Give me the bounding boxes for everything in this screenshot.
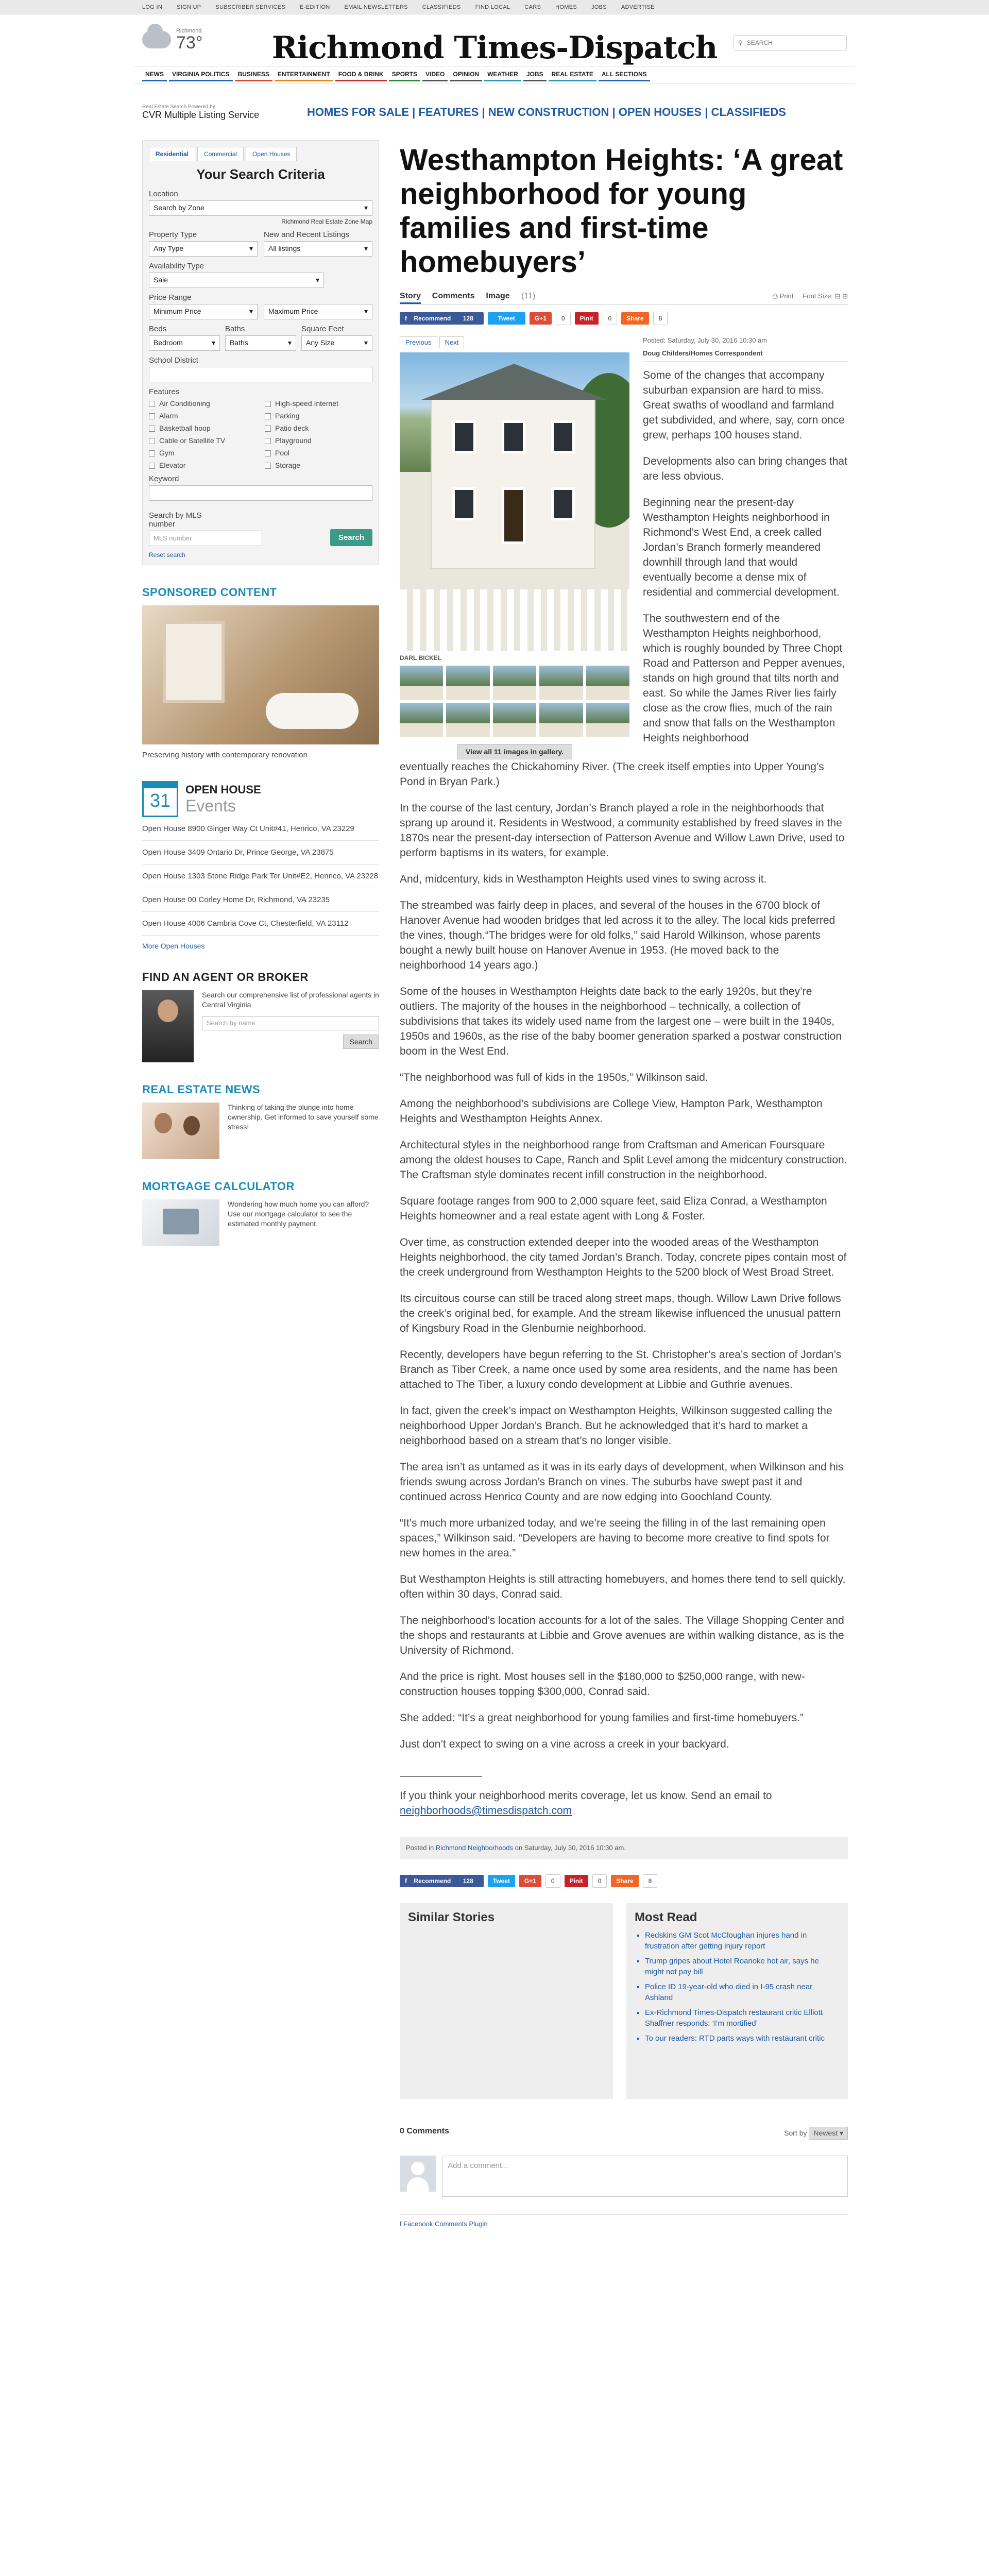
search-tab[interactable]: Residential [149,147,195,161]
nav-item[interactable]: FOOD & DRINK [335,69,387,81]
availability-label: Availability Type [149,262,204,270]
agent-search-input[interactable]: Search by name [202,1016,379,1030]
feature-checkbox[interactable] [149,461,257,469]
checkbox-icon[interactable] [265,450,271,456]
open-house-item[interactable]: Open House 00 Corley Home Dr, Richmond, VA 23235 [142,888,379,912]
utility-bar [0,0,989,14]
posted-in [400,1837,848,1859]
topbar-link[interactable]: E-EDITION [300,4,330,10]
min-price-value: Minimum Price [154,307,201,315]
topbar-link[interactable]: FIND LOCAL [475,4,510,10]
article-paragraph: Architectural styles in the neighborhood range from Craftsman and American Foursquare among the oldest houses to Cape, Ranch and Split Level among the midcentury construction. The Craftsman style dominates recent infill construction in the neighborhood. [400,1139,847,1181]
byline[interactable]: Doug Childers/Homes Correspondent [643,349,848,362]
divider [400,1776,482,1777]
sqft-value: Any Size [306,338,335,347]
open-house-list [142,817,379,936]
feature-checkbox[interactable] [149,449,257,457]
nav-item[interactable]: WEATHER [484,69,521,81]
agent-search-button[interactable]: Search [343,1035,379,1049]
recommend-count: 128 [463,315,473,322]
facebook-recommend-button[interactable]: f Recommend 128 [400,1875,484,1887]
open-house-item[interactable]: Open House 1303 Stone Ridge Park Ter Unit#E2, Henrico, VA 23228 [142,865,379,888]
availability-value: Sale [154,276,168,284]
chevron-down-icon: ▾ [839,2129,843,2137]
gallery-previous-button[interactable]: Previous [400,336,437,348]
feature-checkbox[interactable] [265,424,372,432]
facebook-icon: f [400,2220,402,2228]
share-count: 8 [653,312,668,325]
open-house-sub: Events [185,796,236,815]
mortgage-calculator-label: MORTGAGE CALCULATOR [142,1180,295,1193]
feature-checkbox[interactable] [149,399,257,408]
chevron-down-icon: ▾ [364,204,368,212]
location-select[interactable] [149,200,372,216]
share-bar [400,312,848,325]
baths-value: Baths [230,338,248,347]
beds-select[interactable] [149,335,220,351]
gallery-thumbnail[interactable] [586,703,629,737]
nav-item[interactable]: VIRGINIA POLITICS [169,69,233,81]
agent-text: Search our comprehensive list of professional agents in Central Virginia [202,991,379,1009]
search-placeholder: SEARCH [746,39,773,46]
pinterest-button[interactable]: Pinit [575,312,599,325]
article-paragraph: In fact, given the creek’s impact on Westhampton Heights, Wilkinson suggested calling the neighborhood Upper Jordan’s Branch. But he acknowledged that it’s hard to market a neighborhood based on a stream that’s no longer visible. [400,1405,832,1447]
property-type-label: Property Type [149,230,197,239]
avatar [400,2156,436,2192]
agent-photo [142,990,194,1062]
mls-input[interactable]: MLS number [149,531,262,546]
view-all-gallery-button[interactable]: View all 11 images in gallery. [457,744,572,759]
mortgage-calculator-image[interactable] [142,1199,219,1246]
location-value: Search by Zone [154,204,204,212]
facebook-recommend-button[interactable]: f Recommend 128 [400,312,484,325]
gallery-thumbnail[interactable] [400,666,443,700]
open-house-item[interactable]: Open House 3409 Ontario Dr, Prince George, VA 23875 [142,841,379,865]
tweet-label: Tweet [498,315,515,322]
features-label: Features [149,387,180,396]
features-list [149,399,372,469]
nav-item[interactable]: VIDEO [422,69,448,81]
main-photo[interactable] [400,352,629,651]
nav-item[interactable]: JOBS [523,69,547,81]
checkbox-icon[interactable] [149,438,155,444]
keyword-label: Keyword [149,474,179,483]
posted-in-prefix: Posted in [406,1844,434,1852]
search-tab[interactable]: Open Houses [246,147,297,161]
feature-label: Gym [159,449,175,457]
article-paragraph: Beginning near the present-day Westhampton Heights neighborhood in Richmond’s West End, a creek called Jordan’s Branch formerly meandered downhill through land that would eventually become a dense mix of residential and commercial development. [643,497,840,598]
posted-in-category-link[interactable]: Richmond Neighborhoods [435,1844,514,1852]
contact-paragraph [400,1788,848,1818]
gallery-thumbnail[interactable] [446,666,489,700]
open-house-header [142,781,379,817]
gallery-thumbnails [400,666,629,737]
chevron-down-icon: ▾ [249,307,253,315]
share-button[interactable]: Share [621,312,649,325]
beds-label: Beds [149,325,167,333]
article-paragraph: But Westhampton Heights is still attracting homebuyers, and homes there tend to sell quickly, often within 30 days, Conrad said. [400,1573,846,1600]
google-plus-count: 0 [545,1874,560,1888]
topbar-link[interactable]: CARS [524,4,541,10]
nav-item[interactable]: NEWS [142,69,167,81]
article-paragraph: Recently, developers have begun referring to the St. Christopher’s area’s section of Jordan’s Branch as Tiber Creek, a name once used by some area residents, and the name has been attached to The Tiber, a luxury condo development at Libbie and Guthrie avenues. [400,1349,842,1391]
checkbox-icon[interactable] [149,450,155,456]
article-paragraph: The area isn’t as untamed as it was in its early days of development, when Wilkinson and his friends swung across Jordan’s Branch on vines. The suburbs have swept past it and continued across Henrico County and are now edging into Goochland County. [400,1461,844,1503]
sponsor-small: Real Estate Search Powered by [142,104,215,110]
gallery-thumbnail[interactable] [586,666,629,700]
most-read-item[interactable]: ▪ Police ID 19-year-old who died in I-95 crash near Ashland [645,1981,840,2003]
price-range-label: Price Range [149,293,192,302]
article-body [400,759,848,1752]
minus-icon[interactable]: ⊟ [834,292,841,300]
article-paragraph: Square footage ranges from 900 to 2,000 square feet, said Eliza Conrad, a Westhampton Heights homeowner and a real estate agent with Long & Foster. [400,1195,827,1222]
checkbox-icon[interactable] [265,438,271,444]
topbar-link[interactable]: EMAIL NEWSLETTERS [344,4,408,10]
plus-icon[interactable]: ⊞ [842,292,848,300]
gallery-next-button[interactable]: Next [439,336,465,348]
feature-checkbox[interactable] [149,412,257,420]
new-recent-label: New and Recent Listings [264,230,349,239]
gallery-thumbnail[interactable] [539,666,583,700]
facebook-comments-plugin-link[interactable] [400,2214,848,2228]
topbar-link[interactable]: HOMES [555,4,577,10]
weather-city: Richmond [176,28,202,34]
font-size-label: Font Size: [803,292,833,300]
google-plus-button[interactable]: G+1 [519,1875,541,1887]
checkbox-icon[interactable] [149,463,155,469]
article-paragraph: And, midcentury, kids in Westhampton Heights used vines to swing across it. [400,873,767,885]
article-paragraph: Its circuitous course can still be traced along street maps, though. Willow Lawn Drive follows the creek’s original bed, for example. And the stream likewise influenced the unusual pattern of Kingsbury Road in the Glenburnie neighborhood. [400,1293,841,1334]
more-open-houses-link[interactable]: More Open Houses [142,942,205,950]
feature-checkbox[interactable] [265,399,372,408]
feature-label: Storage [275,461,301,469]
reset-search-link[interactable]: Reset search [149,551,185,558]
open-house-title: OPEN HOUSE [185,783,261,796]
real-estate-links[interactable]: HOMES FOR SALE | FEATURES | NEW CONSTRUCTION | OPEN HOUSES | CLASSIFIEDS [307,106,786,118]
real-estate-adbar [142,97,848,128]
chevron-down-icon: ▾ [249,244,253,252]
new-recent-select[interactable] [264,241,372,257]
topbar-link[interactable]: ADVERTISE [621,4,655,10]
article-tools [400,292,848,304]
feature-label: Parking [275,412,300,420]
keyword-input[interactable] [149,485,372,501]
nav-item[interactable]: ALL SECTIONS [599,69,650,81]
masthead [134,14,855,66]
google-plus-button[interactable]: G+1 [530,312,552,325]
chevron-down-icon: ▾ [287,338,292,347]
photo-gallery [400,336,629,759]
article-paragraph: The streambed was fairly deep in places, and several of the houses in the 6700 block of Hanover Avenue had wooden bridges that led across it to the alley. The local kids preferred the vines, though.“The bridges were for old folks,” said Harold Wilkinson, whose parents bought a newly built house on Hanover Avenue in 1953. (He moved back to the neighborhood 14 years ago.) [400,900,835,971]
real-estate-news-label: REAL ESTATE NEWS [142,1083,261,1096]
chevron-down-icon: ▾ [364,338,368,347]
article-paragraph: Over time, as construction extended deeper into the wooded areas of the Westhampton Heights neighborhood, the city tamed Jordan’s Branch. Today, concrete pipes contain most of the creek underground from Westhampton Heights to the 5200 block of West Broad Street. [400,1236,847,1278]
recommend-label: Recommend [414,315,451,322]
feature-label: High-speed Internet [275,399,338,408]
feature-checkbox[interactable] [265,412,372,420]
gallery-thumbnail[interactable] [539,703,583,737]
feature-label: Pool [275,449,290,457]
most-read-title: Most Read [635,1910,697,1924]
contact-text: If you think your neighborhood merits coverage, let us know. Send an email to [400,1790,772,1802]
image-count: (11) [521,292,536,300]
similar-stories: Similar Stories [400,1903,613,2099]
property-search-form [142,140,379,565]
nav-item[interactable]: SPORTS [389,69,420,81]
sort-select[interactable] [809,2127,848,2140]
feature-label: Alarm [159,412,178,420]
print-label: Print [779,292,794,300]
chevron-down-icon: ▾ [211,338,215,347]
posted-in-suffix: on Saturday, July 30, 2016 10:30 am. [515,1844,626,1852]
main-nav [134,66,855,83]
real-estate-news-text[interactable]: Thinking of taking the plunge into home ownership. Get informed to save yourself some stress! [228,1103,379,1131]
feature-label: Elevator [159,461,186,469]
gallery-thumbnail[interactable] [493,666,536,700]
most-read-item[interactable]: ▪ To our readers: RTD parts ways with restaurant critic [645,2033,840,2044]
beds-value: Bedroom [154,338,183,347]
nav-item[interactable]: ENTERTAINMENT [275,69,333,81]
nav-item[interactable]: OPINION [450,69,482,81]
tab-image[interactable] [486,292,535,300]
article-paragraph: In the course of the last century, Jordan’s Branch played a role in the neighborhoods that sprang up around it. Residents in Westwood, a community established by freed slaves in the 1870s near the present-day intersection of Patterson Avenue and Willow Lawn Drive, used to perform baptisms in its waters, for example. [400,802,845,859]
feature-label: Patio deck [275,424,309,432]
search-tab[interactable]: Commercial [197,147,244,161]
search-icon: ⚲ [738,39,743,46]
comment-count: 0 Comments [400,2127,450,2136]
posted-date: Posted: Saturday, July 30, 2016 10:30 am [643,336,768,344]
share-count: 8 [643,1874,658,1888]
baths-select[interactable] [225,335,296,351]
article-paragraph: “It’s much more urbanized today, and we’re seeing the filling in of the last remaining open spaces,” Wilkinson said. “Developers are having to become more creative to find spots for new homes in the area.” [400,1517,830,1559]
max-price-value: Maximum Price [268,307,318,315]
article-paragraph: The southwestern end of the Westhampton Heights neighborhood, which is roughly bounded by Three Chopt Road and Patterson and Pepper avenues, stands on high ground that tilts north and east. So while the James River lies fairly close as the crow flies, much of the rain and snow that falls on the Westhampton Heights neighborhood [643,613,845,744]
comment-input[interactable]: Add a comment... [442,2156,848,2197]
tab-image-label: Image [486,292,510,300]
location-label: Location [149,190,178,198]
sqft-label: Square Feet [301,325,344,333]
feature-checkbox[interactable] [149,436,257,445]
checkbox-icon[interactable] [149,413,155,419]
new-recent-value: All listings [268,244,301,252]
feature-checkbox[interactable] [149,424,257,432]
min-price-select[interactable] [149,304,258,319]
site-logo[interactable]: Richmond Times-Dispatch [271,30,718,66]
print-button[interactable] [773,292,794,300]
sort-value: Newest [813,2129,838,2137]
calendar-icon: 31 [142,781,178,817]
share-bar-bottom [400,1874,848,1888]
mls-sponsor[interactable] [142,104,297,121]
baths-label: Baths [225,325,245,333]
open-house-item[interactable]: Open House 4006 Cambria Cove Ct, Chesterfield, VA 23112 [142,912,379,936]
find-agent-label: FIND AN AGENT OR BROKER [142,971,309,984]
zone-map-link[interactable]: Richmond Real Estate Zone Map [281,218,372,225]
feature-label: Air Conditioning [159,399,210,408]
recommend-label: Recommend [414,1877,451,1885]
article-paragraph: Developments also can bring changes that are less obvious. [643,455,847,482]
share-button[interactable]: Share [611,1875,638,1887]
weather-temp: 73° [176,33,203,53]
feature-label: Basketball hoop [159,424,211,432]
checkbox-icon[interactable] [265,426,271,432]
article-paragraph: eventually reaches the Chickahominy River. (The creek itself empties into Upper Young’s Pond in Bryan Park.) [400,761,824,788]
article-paragraph: And the price is right. Most houses sell in the $180,000 to $250,000 range, with new-construction houses topping $300,000, Conrad said. [400,1671,805,1698]
checkbox-icon[interactable] [265,401,271,407]
mortgage-calculator-text[interactable]: Wondering how much home you can afford? Use our mortgage calculator to see the estimated monthly payment. [228,1200,369,1228]
pinterest-count: 0 [592,1874,607,1888]
most-read-item[interactable]: ▪ Redskins GM Scot McCloughan injures hand in frustration after getting injury report [645,1930,840,1952]
sponsor-name: CVR Multiple Listing Service [142,110,260,120]
sponsored-content-label: SPONSORED CONTENT [142,586,277,599]
comments-header [400,2127,848,2144]
checkbox-icon[interactable] [265,463,271,469]
photo-credit: DARL BICKEL [400,654,442,662]
tab-story[interactable]: Story [400,292,421,304]
property-type-select[interactable] [149,241,258,257]
feature-checkbox[interactable] [265,461,372,469]
search-button[interactable]: Search [330,529,372,546]
search-tabs [149,147,372,161]
chevron-down-icon: ▾ [315,276,319,284]
school-district-label: School District [149,356,198,365]
topbar-link[interactable]: SIGN UP [177,4,201,10]
checkbox-icon[interactable] [149,426,155,432]
checkbox-icon[interactable] [265,413,271,419]
tweet-button[interactable] [488,312,525,325]
article-headline: Westhampton Heights: ‘A great neighborhood for young families and first-time homebuyers’ [400,143,843,279]
feature-checkbox[interactable] [265,449,372,457]
property-type-value: Any Type [154,244,184,252]
feature-label: Cable or Satellite TV [159,436,226,445]
most-read-item[interactable]: ▪ Trump gripes about Hotel Roanoke hot air, says he might not pay bill [645,1956,840,1977]
feature-checkbox[interactable] [265,436,372,445]
school-district-input[interactable] [149,367,372,382]
topbar-link[interactable]: CLASSIFIEDS [422,4,461,10]
topbar-link[interactable]: SUBSCRIBER SERVICES [215,4,286,10]
pinterest-button[interactable]: Pinit [565,1875,588,1887]
mls-label: Search by MLS number [149,511,202,529]
tweet-button[interactable]: Tweet [488,1875,515,1887]
article-paragraph: “The neighborhood was full of kids in the 1950s,” Wilkinson said. [400,1072,708,1083]
gallery-thumbnail[interactable] [446,703,489,737]
nav-item[interactable]: REAL ESTATE [549,69,596,81]
sponsored-image[interactable] [142,605,379,744]
site-search[interactable] [734,35,847,50]
article-paragraph: The neighborhood’s location accounts for a lot of the sales. The Village Shopping Center and the shops and restaurants at Libbie and Grove avenues are within walking distance, as is the University of Richmond. [400,1615,844,1656]
sqft-select[interactable] [301,335,372,351]
chevron-down-icon: ▾ [364,307,368,315]
facebook-comments-plugin-label: Facebook Comments Plugin [403,2220,488,2228]
tab-comments[interactable]: Comments [432,292,475,300]
article-paragraph: Some of the changes that accompany suburban expansion are hard to miss. Great swaths of woodland and farmland get subdivided, and where, say, corn once grew, perhaps 100 houses stand. [643,369,845,441]
chevron-down-icon: ▾ [364,244,368,252]
google-plus-count: 0 [556,312,571,325]
real-estate-news-image[interactable] [142,1103,219,1159]
find-agent-widget [142,990,379,1062]
open-house-item[interactable]: Open House 8900 Ginger Way Ct Unit#41, Henrico, VA 23229 [142,817,379,841]
print-icon: ⎙ [772,292,778,300]
article-paragraph: Some of the houses in Westhampton Heights date back to the early 1920s, but they’re outliers. The majority of the houses in the neighborhood – technically, a collection of subdivisions that takes its widely used name from the largest one – were built in the 1940s, 1950s and 1960s, as the rise of the baby boomer generation sparked a postwar construction boom in the West End. [400,986,842,1057]
sponsored-caption[interactable]: Preserving history with contemporary renovation [142,751,308,759]
gallery-thumbnail[interactable] [493,703,536,737]
gallery-thumbnail[interactable] [400,703,443,737]
topbar-link[interactable]: JOBS [591,4,607,10]
recommend-count: 128 [463,1877,473,1885]
search-form-title: Your Search Criteria [196,166,325,182]
pinterest-count: 0 [603,312,618,325]
contact-email-link[interactable]: neighborhoods@timesdispatch.com [400,1805,572,1817]
most-read-item[interactable]: ▪ Ex-Richmond Times-Dispatch restaurant critic Elliott Shaffner responds: ‘I’m mortified’ [645,2007,840,2029]
article-paragraph: Among the neighborhood’s subdivisions are College View, Hampton Park, Westhampton Heights and Westhampton Heights Annex. [400,1098,823,1125]
checkbox-icon[interactable] [149,401,155,407]
nav-item[interactable]: BUSINESS [235,69,272,81]
article-paragraph: Just don’t expect to swing on a vine across a creek in your backyard. [400,1738,729,1750]
sort-label: Sort by [784,2129,807,2137]
max-price-select[interactable] [264,304,372,319]
article-paragraph: She added: “It’s a great neighborhood for young families and first-time homebuyers.” [400,1712,804,1724]
topbar-link[interactable]: LOG IN [142,4,163,10]
availability-select[interactable] [149,273,324,288]
most-read [626,1903,848,2099]
feature-label: Playground [275,436,312,445]
font-size-control[interactable] [803,292,848,300]
